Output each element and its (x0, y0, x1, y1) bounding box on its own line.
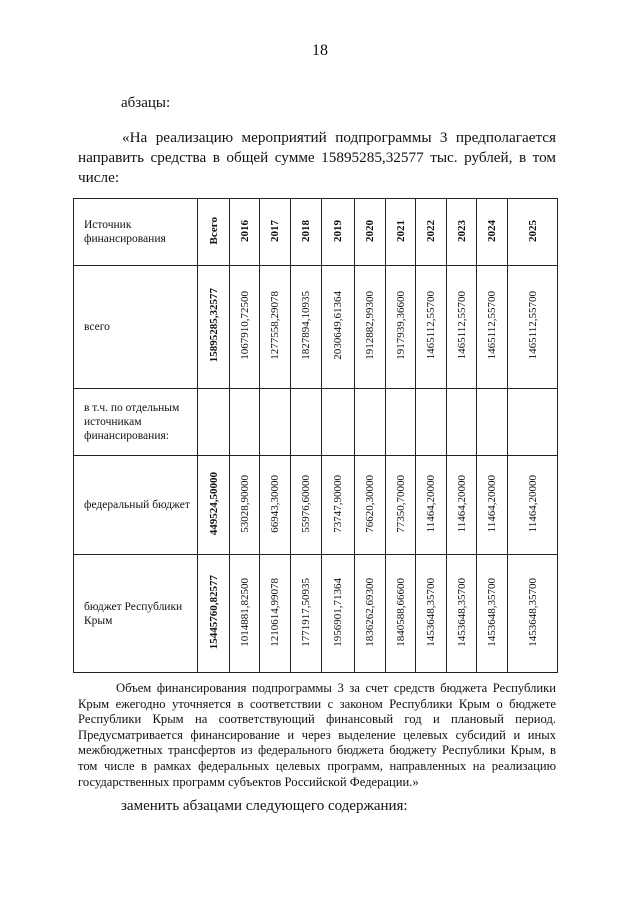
cell-value (416, 389, 447, 456)
cell-value: 1277558,29078 (260, 266, 291, 389)
header-year: 2020 (355, 199, 386, 266)
cell-value: 1453648,35700 (446, 555, 477, 673)
cell-value: 77350,70000 (385, 456, 416, 555)
cell-value: 76620,30000 (355, 456, 386, 555)
cell-value: 1465112,55700 (416, 266, 447, 389)
cell-value: 1453648,35700 (416, 555, 447, 673)
cell-value (508, 389, 558, 456)
cell-value: 73747,90000 (321, 456, 355, 555)
cell-value: 1827894,10935 (291, 266, 322, 389)
cell-value (385, 389, 416, 456)
cell-value (355, 389, 386, 456)
cell-total: 449524,50000 (198, 456, 230, 555)
cell-total: 15445760,82577 (198, 555, 230, 673)
cell-total: 15895285,32577 (198, 266, 230, 389)
header-year: 2022 (416, 199, 447, 266)
cell-value (321, 389, 355, 456)
cell-value: 1210614,99078 (260, 555, 291, 673)
header-source: Источник финансирования (74, 199, 198, 266)
cell-value: 1465112,55700 (446, 266, 477, 389)
cell-value: 53028,90000 (229, 456, 260, 555)
table-row (74, 555, 558, 673)
intro-paragraph: «На реализацию мероприятий подпрограммы 3 предполагается направить средства в общей сумме 15895285,32577 тыс. рублей, в том числе: (78, 129, 556, 186)
header-year: 2023 (446, 199, 477, 266)
closing-paragraph: Объем финансирования подпрограммы 3 за счет средств бюджета Республики Крым ежегодно уточняется в соответствии с законом Республики Крым о бюджете Республики Крым на соответствующий финансовый год и плановый период. Предусматривается финансирование и через выделение целевых субсидий и иных межбюджетных трансфертов из федерального бюджета бюджету Республики Крым, в том числе в рамках федеральных целевых программ, направленных на реализацию государственных программ субъектов Российской Федерации.» (78, 681, 556, 789)
page-number: 18 (312, 42, 328, 59)
table-row (74, 389, 558, 456)
row-label: федеральный бюджет (74, 456, 198, 555)
table-row (74, 456, 558, 555)
cell-value: 11464,20000 (477, 456, 508, 555)
cell-value (446, 389, 477, 456)
cell-value: 1465112,55700 (508, 266, 558, 389)
cell-value: 2030649,61364 (321, 266, 355, 389)
cell-value: 1840588,66600 (385, 555, 416, 673)
financing-table (73, 198, 558, 673)
row-label: всего (74, 266, 198, 389)
row-label: бюджет Республики Крым (74, 555, 198, 673)
cell-value: 1771917,50935 (291, 555, 322, 673)
cell-value: 11464,20000 (446, 456, 477, 555)
cell-value: 55976,60000 (291, 456, 322, 555)
cell-value (260, 389, 291, 456)
row-label: в т.ч. по отдельным источникам финансирования: (74, 389, 198, 456)
cell-value (291, 389, 322, 456)
cell-value: 1453648,35700 (508, 555, 558, 673)
cell-value (477, 389, 508, 456)
header-year: 2017 (260, 199, 291, 266)
cell-value: 11464,20000 (416, 456, 447, 555)
cell-value: 1912882,99300 (355, 266, 386, 389)
header-year: 2021 (385, 199, 416, 266)
header-total: Всего (198, 199, 230, 266)
abzacy-label: абзацы: (121, 95, 171, 111)
cell-value: 1067910,72500 (229, 266, 260, 389)
cell-total (198, 389, 230, 456)
cell-value: 66943,30000 (260, 456, 291, 555)
header-year: 2024 (477, 199, 508, 266)
header-year: 2018 (291, 199, 322, 266)
cell-value: 11464,20000 (508, 456, 558, 555)
cell-value: 1453648,35700 (477, 555, 508, 673)
table-row (74, 266, 558, 389)
cell-value: 1014881,82500 (229, 555, 260, 673)
cell-value: 1956901,71364 (321, 555, 355, 673)
header-year: 2025 (508, 199, 558, 266)
table-header-row (74, 199, 558, 266)
header-year: 2019 (321, 199, 355, 266)
cell-value: 1465112,55700 (477, 266, 508, 389)
cell-value: 1836262,69300 (355, 555, 386, 673)
cell-value: 1917939,36600 (385, 266, 416, 389)
header-year: 2016 (229, 199, 260, 266)
replace-instruction: заменить абзацами следующего содержания: (121, 798, 408, 814)
cell-value (229, 389, 260, 456)
